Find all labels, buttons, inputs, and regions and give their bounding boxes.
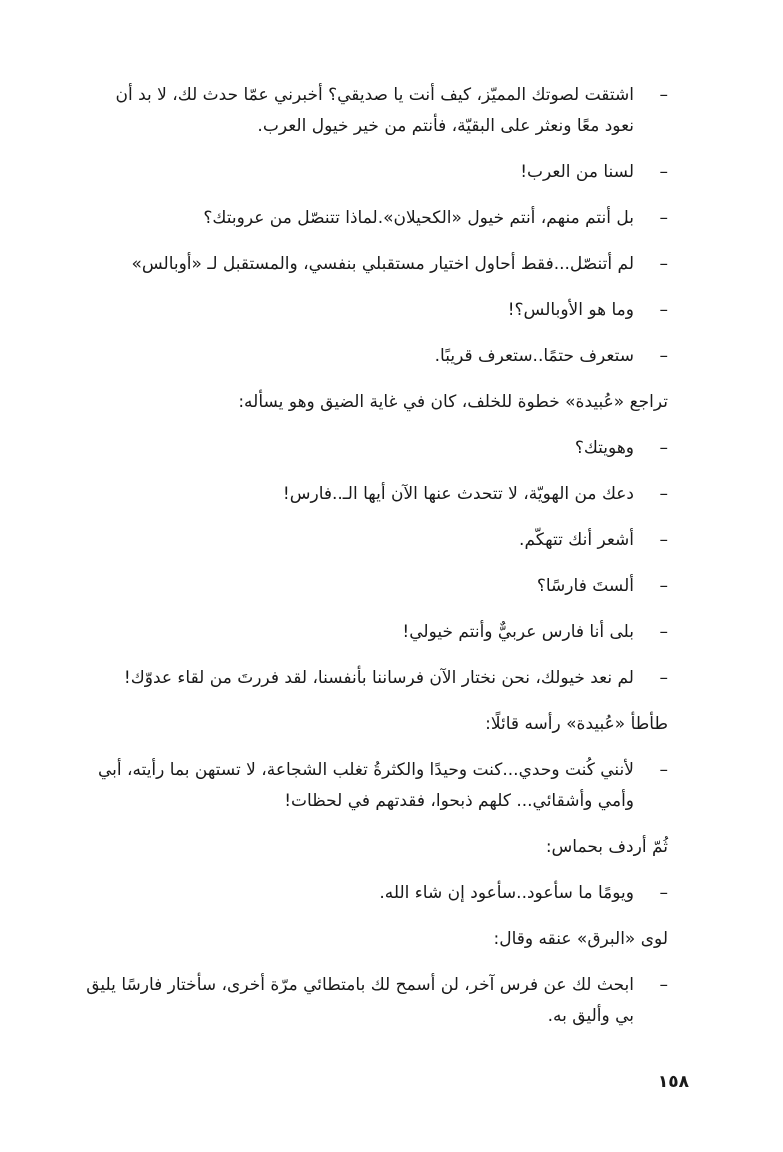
dialogue-dash: – xyxy=(659,208,668,228)
dialogue-line xyxy=(86,878,668,909)
dialogue-dash: – xyxy=(659,254,668,274)
dialogue-line xyxy=(86,80,668,142)
dialogue-line xyxy=(86,525,668,556)
dialogue-dash: – xyxy=(659,668,668,688)
paragraph-text: بل أنتم منهم، أنتم خيول «الكحيلان».لماذا تتنصّل من عروبتك؟ xyxy=(203,208,634,228)
dialogue-line xyxy=(86,663,668,694)
paragraph-text: ألستَ فارسًا؟ xyxy=(536,576,634,596)
narration-line xyxy=(86,387,668,418)
dialogue-dash: – xyxy=(659,162,668,182)
paragraph-text: بلى أنا فارس عربيٌّ وأنتم خيولي! xyxy=(402,622,634,642)
paragraph-text: لم أتنصّل...فقط أحاول اختيار مستقبلي بنفسي، والمستقبل لـ «أوبالس» xyxy=(131,254,634,274)
paragraph-text: ستعرف حتمًا..ستعرف قريبًا. xyxy=(434,346,634,366)
dialogue-dash: – xyxy=(659,346,668,366)
dialogue-dash: – xyxy=(659,484,668,504)
dialogue-dash: – xyxy=(659,85,668,105)
paragraph-text: ثُمّ أردف بحماس: xyxy=(545,837,668,857)
dialogue-line xyxy=(86,249,668,280)
dialogue-dash: – xyxy=(659,438,668,458)
dialogue-line xyxy=(86,295,668,326)
dialogue-line xyxy=(86,203,668,234)
paragraph-text: ابحث لك عن فرس آخر، لن أسمح لك بامتطائي مرّة أخرى، سأختار فارسًا يليق بي وأليق به. xyxy=(86,975,634,1026)
page-body-text xyxy=(86,80,668,1047)
dialogue-line xyxy=(86,157,668,188)
paragraph-text: طأطأ «عُبيدة» رأسه قائلًا: xyxy=(485,714,668,734)
paragraph-text: ويومًا ما سأعود..سأعود إن شاء الله. xyxy=(379,883,634,903)
dialogue-dash: – xyxy=(659,300,668,320)
paragraph-text: لوى «البرق» عنقه وقال: xyxy=(493,929,668,949)
dialogue-line xyxy=(86,479,668,510)
dialogue-line xyxy=(86,617,668,648)
dialogue-dash: – xyxy=(659,530,668,550)
paragraph-text: لأنني كُنت وحدي...كنت وحيدًا والكثرةُ تغلب الشجاعة، لا تستهن بما رأيته، أبي وأمي وأشقائي... كلهم ذبحوا، فقدتهم في لحظات! xyxy=(97,760,634,811)
dialogue-dash: – xyxy=(659,760,668,780)
paragraph-text: وما هو الأوبالس؟! xyxy=(507,300,634,320)
dialogue-dash: – xyxy=(659,883,668,903)
narration-line xyxy=(86,832,668,863)
narration-line xyxy=(86,924,668,955)
dialogue-line xyxy=(86,433,668,464)
dialogue-line xyxy=(86,755,668,817)
dialogue-line xyxy=(86,341,668,372)
paragraph-text: اشتقت لصوتك المميّز، كيف أنت يا صديقي؟ أخبرني عمّا حدث لك، لا بد أن نعود معًا ونعثر على البقيّة، فأنتم من خير خيول العرب. xyxy=(115,85,634,136)
dialogue-dash: – xyxy=(659,622,668,642)
narration-line xyxy=(86,709,668,740)
paragraph-text: لم نعد خيولك، نحن نختار الآن فرساننا بأنفسنا، لقد فررتَ من لقاء عدوّك! xyxy=(123,668,634,688)
paragraph-text: لسنا من العرب! xyxy=(520,162,634,182)
dialogue-line xyxy=(86,571,668,602)
paragraph-text: وهويتك؟ xyxy=(574,438,634,458)
paragraph-text: أشعر أنك تتهكّم. xyxy=(519,530,634,550)
page-number: ١٥٨ xyxy=(657,1072,689,1092)
dialogue-dash: – xyxy=(659,576,668,596)
paragraph-text: تراجع «عُبيدة» خطوة للخلف، كان في غاية الضيق وهو يسأله: xyxy=(238,392,668,412)
dialogue-line xyxy=(86,970,668,1032)
paragraph-text: دعك من الهويّة، لا تتحدث عنها الآن أيها الـ..فارس! xyxy=(282,484,634,504)
dialogue-dash: – xyxy=(659,975,668,995)
